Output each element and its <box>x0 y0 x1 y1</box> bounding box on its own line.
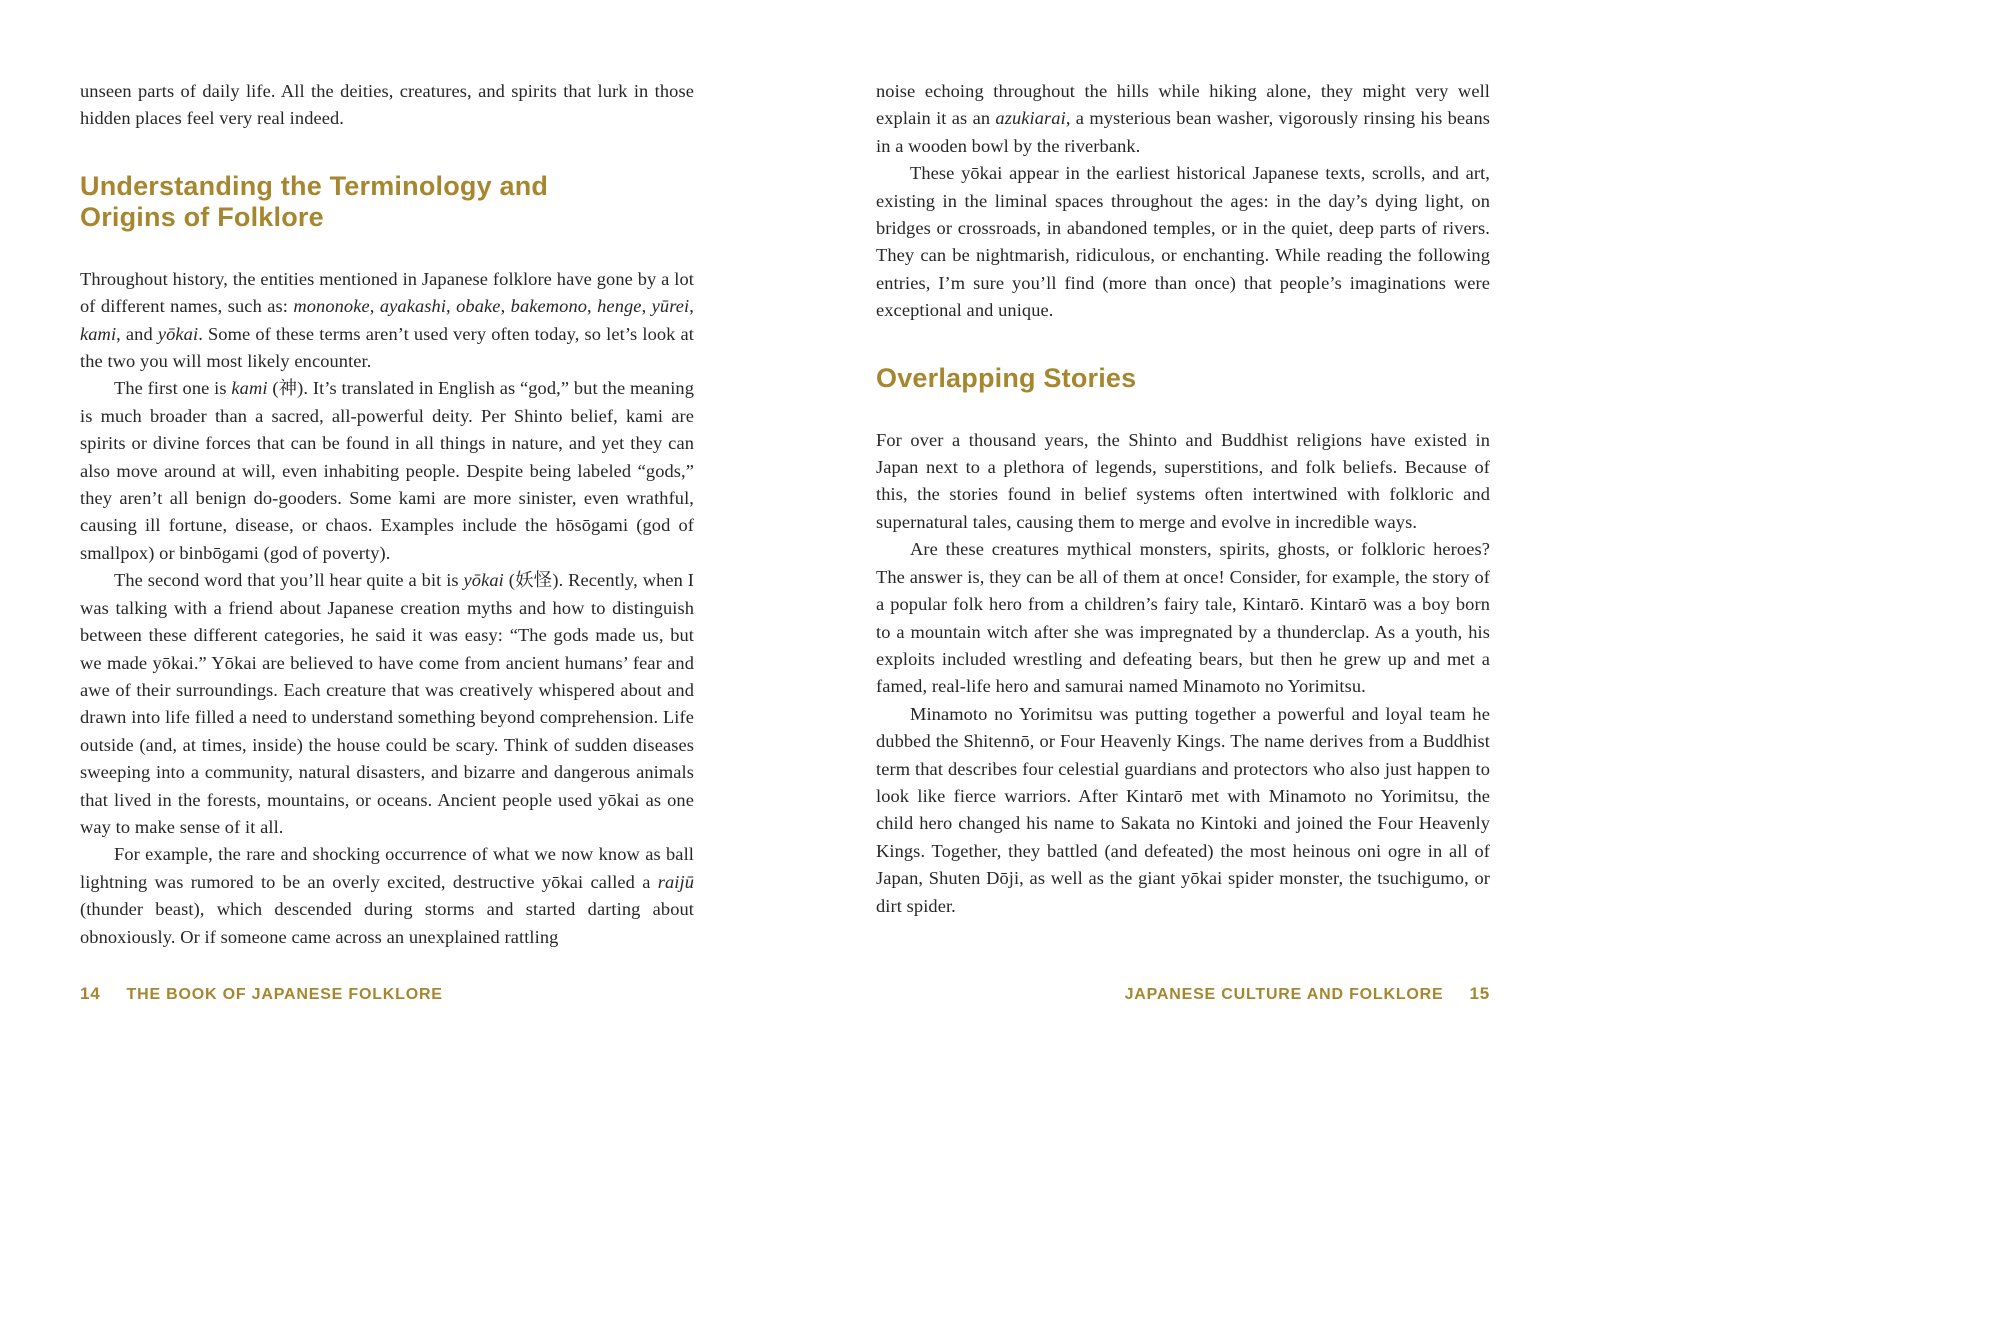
right-running-title: JAPANESE CULTURE AND FOLKLORE <box>1124 986 1444 1003</box>
paragraph: For over a thousand years, the Shinto and Buddhist religions have existed in Japan next to a plethora of legends, superstitions, and folk beliefs. Because of this, the stories found in belief systems often intertwined with folkloric and supernatural tales, causing them to merge and evolve in incredible ways. <box>876 429 1490 532</box>
left-continuation-paragraph: unseen parts of daily life. All the deities, creatures, and spirits that lurk in those hidden places feel very real indeed. <box>80 81 694 129</box>
right-page-text-column <box>876 78 1490 920</box>
left-section-heading: Understanding the Terminology and Origins of Folklore <box>80 170 549 232</box>
left-page-number: 14 <box>80 984 101 1003</box>
left-running-title: THE BOOK OF JAPANESE FOLKLORE <box>126 986 443 1003</box>
left-page-text-column <box>80 78 694 951</box>
paragraph: Throughout history, the entities mentioned in Japanese folklore have gone by a lot of different names, such as: mononoke, ayakashi, obake, bakemono, henge, yūrei, kami, and yōkai. Some of these terms aren’t used very often today, so let’s look at the two you will most likely encounter. <box>80 268 694 372</box>
right-continuation-paragraph: noise echoing throughout the hills while hiking alone, they might very well explain it as an azukiarai, a mysterious bean washer, vigorously rinsing his beans in a wooden bowl by the riverbank. <box>876 81 1490 156</box>
right-page-number: 15 <box>1469 984 1490 1003</box>
paragraph: Minamoto no Yorimitsu was putting together a powerful and loyal team he dubbed the Shitennō, or Four Heavenly Kings. The name derives from a Buddhist term that describes four celestial guardians and protectors who also just happen to look like fierce warriors. After Kintarō met with Minamoto no Yorimitsu, the child hero changed his name to Sakata no Kintoki and joined the Four Heavenly Kings. Together, they battled (and defeated) the most heinous oni ogre in all of Japan, Shuten Dōji, as well as the giant yōkai spider monster, the tsuchigumo, or dirt spider. <box>876 703 1490 916</box>
paragraph: For example, the rare and shocking occurrence of what we now know as ball lightning was rumored to be an overly excited, destructive yōkai called a raijū (thunder beast), which descended during storms and started darting about obnoxiously. Or if someone came across an unexplained rattling <box>80 844 694 947</box>
paragraph: These yōkai appear in the earliest historical Japanese texts, scrolls, and art, existing in the liminal spaces throughout the ages: in the day’s dying light, on bridges or crossroads, in abandoned temples, or in the quiet, deep parts of rivers. They can be nightmarish, ridiculous, or enchanting. While reading the following entries, I’m sure you’ll find (more than once) that people’s imaginations were exceptional and unique. <box>876 163 1490 321</box>
paragraph: The second word that you’ll hear quite a bit is yōkai (妖怪). Recently, when I was talking with a friend about Japanese creation myths and how to distinguish between these different categories, he said it was easy: “The gods made us, but we made yōkai.” Yōkai are believed to have come from ancient humans’ fear and awe of their surroundings. Each creature that was creatively whispered about and drawn into life filled a need to understand something beyond comprehension. Life outside (and, at times, inside) the house could be scary. Think of sudden diseases sweeping into a community, natural disasters, and bizarre and dangerous animals that lived in the forests, mountains, or oceans. Ancient people used yōkai as one way to make sense of it all. <box>80 570 694 837</box>
left-page-footer <box>80 984 694 1004</box>
paragraph: Are these creatures mythical monsters, spirits, ghosts, or folkloric heroes? The answer is, they can be all of them at once! Consider, for example, the story of a popular folk hero from a children’s fairy tale, Kintarō. Kintarō was a boy born to a mountain witch after she was impregnated by a thunderclap. As a youth, his exploits included wrestling and defeating bears, but then he grew up and met a famed, real-life hero and samurai named Minamoto no Yorimitsu. <box>876 539 1490 697</box>
right-page-footer <box>876 984 1490 1004</box>
paragraph: The first one is kami (神). It’s translated in English as “god,” but the meaning is much broader than a sacred, all-powerful deity. Per Shinto belief, kami are spirits or divine forces that can be found in all things in nature, and yet they can also move around at will, even inhabiting people. Despite being labeled “gods,” they aren’t all benign do-gooders. Some kami are more sinister, even wrathful, causing ill fortune, disease, or chaos. Examples include the hōsōgami (god of smallpox) or binbōgami (god of poverty). <box>80 378 694 563</box>
right-section-heading: Overlapping Stories <box>876 362 1137 393</box>
